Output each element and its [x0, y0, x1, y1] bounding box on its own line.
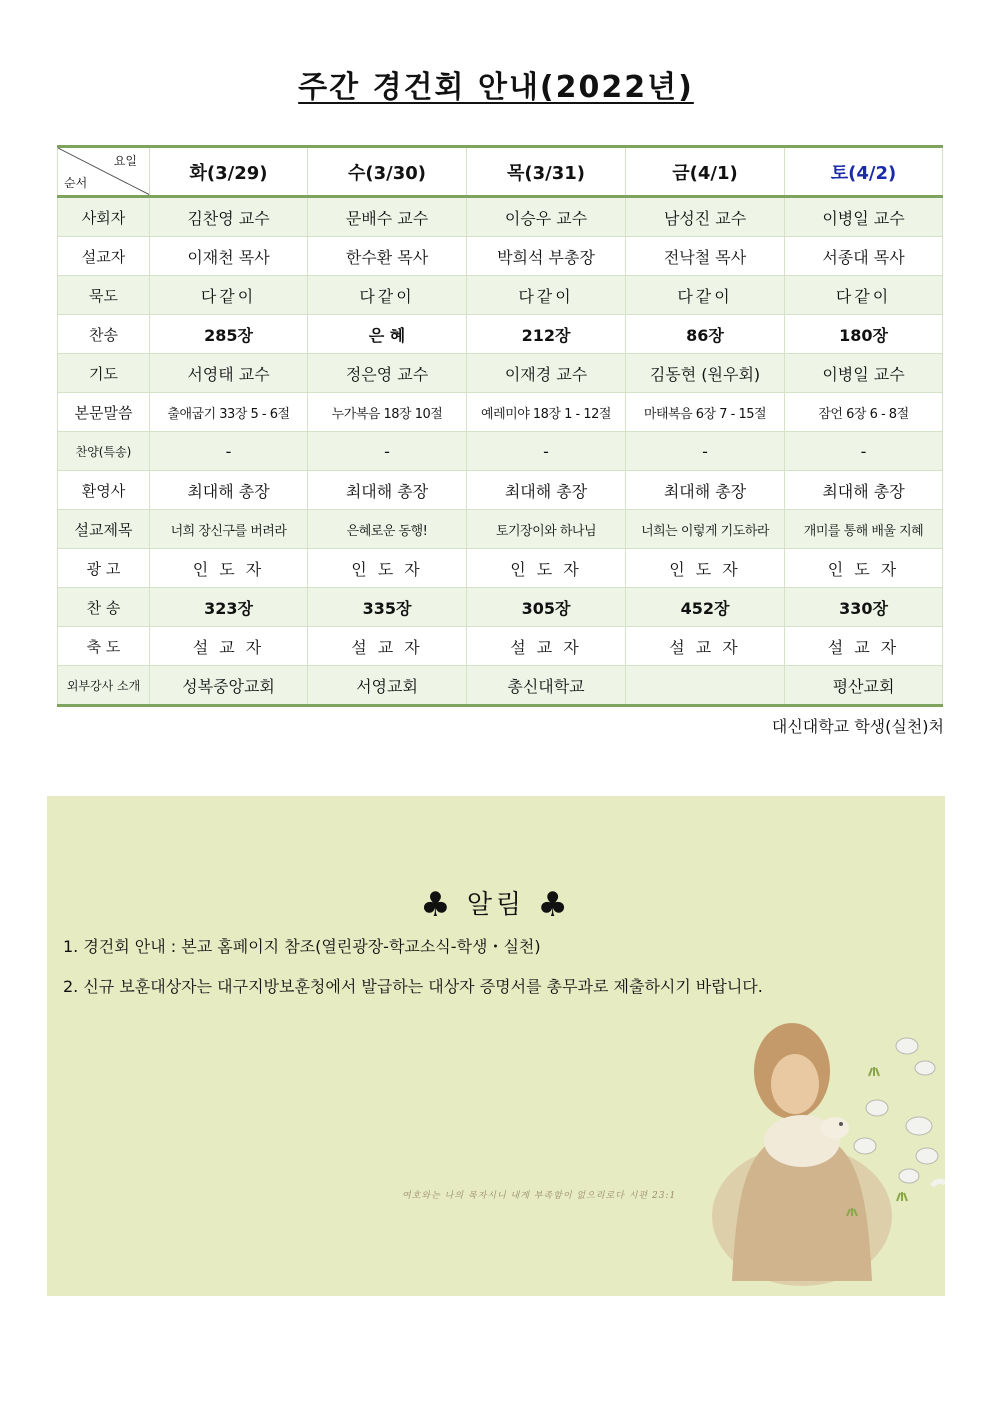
table-cell: 이재경 교수 [467, 354, 626, 393]
table-cell: 예레미야 18장 1 - 12절 [467, 393, 626, 432]
table-cell: 335장 [308, 588, 467, 627]
table-cell: 이병일 교수 [785, 197, 943, 237]
table-row [58, 627, 943, 666]
table-cell: 한수환 목사 [308, 237, 467, 276]
table-cell: 개미를 통해 배울 지혜 [785, 510, 943, 549]
corner-day-label: 요일 [113, 154, 137, 168]
table-cell [626, 666, 785, 706]
row-label: 묵도 [58, 276, 150, 315]
table-row [58, 471, 943, 510]
table-cell: 인 도 자 [785, 549, 943, 588]
table-row [58, 276, 943, 315]
table-cell: 이재천 목사 [150, 237, 308, 276]
table-cell: 최대해 총장 [150, 471, 308, 510]
row-label: 환영사 [58, 471, 150, 510]
table-cell: 285장 [150, 315, 308, 354]
table-cell: - [308, 432, 467, 471]
corner-order-label: 순서 [64, 176, 88, 190]
corner-cell [58, 147, 150, 197]
notice-heading [47, 884, 945, 925]
table-cell: 남성진 교수 [626, 197, 785, 237]
table-cell: - [467, 432, 626, 471]
table-cell: - [150, 432, 308, 471]
shepherd-illustration [697, 1016, 945, 1286]
table-cell: 평산교회 [785, 666, 943, 706]
table-cell: 누가복음 18장 10절 [308, 393, 467, 432]
table-cell: 323장 [150, 588, 308, 627]
table-cell: 86장 [626, 315, 785, 354]
table-row [58, 549, 943, 588]
table-cell: 최대해 총장 [467, 471, 626, 510]
table-cell: 은혜로운 동행! [308, 510, 467, 549]
table-cell: 전낙철 목사 [626, 237, 785, 276]
row-label: 본문말씀 [58, 393, 150, 432]
day-header-tue: 화(3/29) [150, 147, 308, 197]
table-cell: 다같이 [626, 276, 785, 315]
day-header-fri: 금(4/1) [626, 147, 785, 197]
table-cell: 305장 [467, 588, 626, 627]
table-row [58, 588, 943, 627]
table-cell: 인 도 자 [150, 549, 308, 588]
table-row [58, 315, 943, 354]
table-cell: 이병일 교수 [785, 354, 943, 393]
table-cell: 서영교회 [308, 666, 467, 706]
row-label: 설교자 [58, 237, 150, 276]
day-header-sat: 토(4/2) [785, 147, 943, 197]
table-cell: 다같이 [308, 276, 467, 315]
table-row [58, 393, 943, 432]
row-label: 사회자 [58, 197, 150, 237]
row-label: 찬양(특송) [58, 432, 150, 471]
table-cell: 인 도 자 [308, 549, 467, 588]
table-cell: 다같이 [785, 276, 943, 315]
table-row [58, 666, 943, 706]
day-header-thu: 목(3/31) [467, 147, 626, 197]
table-cell: 설 교 자 [785, 627, 943, 666]
table-row [58, 197, 943, 237]
table-cell: 김찬영 교수 [150, 197, 308, 237]
table-cell: 인 도 자 [467, 549, 626, 588]
table-cell: 마태복음 6장 7 - 15절 [626, 393, 785, 432]
table-cell: 최대해 총장 [626, 471, 785, 510]
table-cell: 212장 [467, 315, 626, 354]
club-icon: ♣ [420, 885, 455, 925]
notice-line-1: 1. 경건회 안내 : 본교 홈페이지 참조(열린광장-학교소식-학생・실천) [63, 937, 541, 956]
row-label: 외부강사 소개 [58, 666, 150, 706]
table-cell: 정은영 교수 [308, 354, 467, 393]
row-label: 광 고 [58, 549, 150, 588]
notice-line-2: 2. 신규 보훈대상자는 대구지방보훈청에서 발급하는 대상자 증명서를 총무과로 제출하시기 바랍니다. [63, 977, 763, 996]
table-cell: 설 교 자 [626, 627, 785, 666]
table-row [58, 432, 943, 471]
row-label: 기도 [58, 354, 150, 393]
row-label: 축 도 [58, 627, 150, 666]
table-cell: 최대해 총장 [785, 471, 943, 510]
table-cell: 설 교 자 [150, 627, 308, 666]
page-title: 주간 경건회 안내(2022년) [298, 70, 694, 105]
table-cell: 설 교 자 [467, 627, 626, 666]
table-cell: 180장 [785, 315, 943, 354]
notice-panel [47, 796, 945, 1296]
schedule-table [57, 145, 943, 707]
table-cell: 박희석 부총장 [467, 237, 626, 276]
table-cell: - [785, 432, 943, 471]
table-cell: 다같이 [467, 276, 626, 315]
notice-heading-text: 알림 [466, 890, 526, 920]
table-cell: 너희 장신구를 버려라 [150, 510, 308, 549]
table-cell: 452장 [626, 588, 785, 627]
table-cell: - [626, 432, 785, 471]
table-cell: 서영태 교수 [150, 354, 308, 393]
table-cell: 이승우 교수 [467, 197, 626, 237]
scripture-verse: 여호와는 나의 목자시니 내게 부족함이 없으리로다 시편 23:1 [402, 1191, 677, 1201]
table-cell: 330장 [785, 588, 943, 627]
table-cell: 출애굽기 33장 5 - 6절 [150, 393, 308, 432]
table-cell: 토기장이와 하나님 [467, 510, 626, 549]
table-cell: 잠언 6장 6 - 8절 [785, 393, 943, 432]
table-cell: 인 도 자 [626, 549, 785, 588]
footer-department: 대신대학교 학생(실천)처 [771, 717, 944, 736]
table-cell: 은 혜 [308, 315, 467, 354]
table-cell: 너희는 이렇게 기도하라 [626, 510, 785, 549]
table-row [58, 354, 943, 393]
table-cell: 문배수 교수 [308, 197, 467, 237]
table-cell: 설 교 자 [308, 627, 467, 666]
club-icon: ♣ [537, 885, 572, 925]
day-header-wed: 수(3/30) [308, 147, 467, 197]
row-label: 찬송 [58, 315, 150, 354]
table-row [58, 237, 943, 276]
table-cell: 서종대 목사 [785, 237, 943, 276]
row-label: 찬 송 [58, 588, 150, 627]
table-cell: 다같이 [150, 276, 308, 315]
table-row [58, 510, 943, 549]
table-cell: 김동현 (원우회) [626, 354, 785, 393]
page-title-wrap [0, 62, 992, 106]
table-cell: 성복중앙교회 [150, 666, 308, 706]
table-cell: 총신대학교 [467, 666, 626, 706]
header-row [58, 147, 943, 197]
table-cell: 최대해 총장 [308, 471, 467, 510]
row-label: 설교제목 [58, 510, 150, 549]
